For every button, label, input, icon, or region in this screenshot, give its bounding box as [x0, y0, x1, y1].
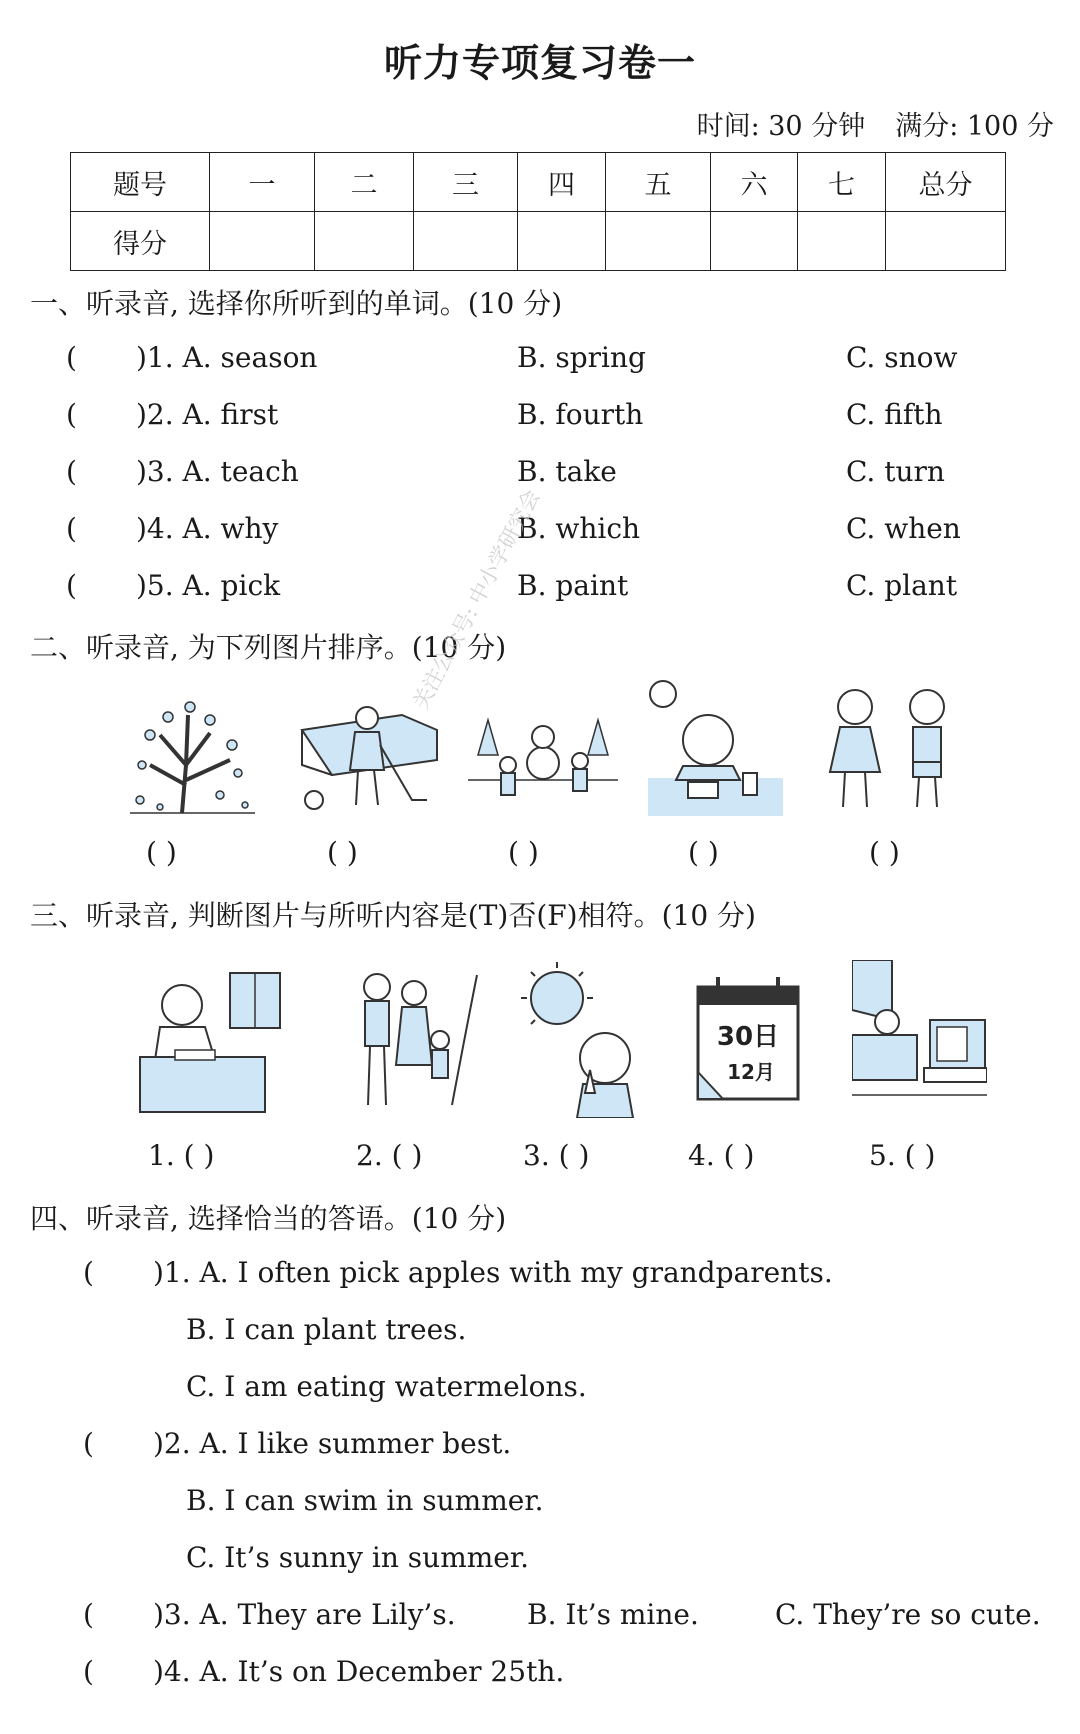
score-row-label: 得分	[71, 212, 210, 271]
s1-q1	[66, 341, 317, 374]
score-header-cell: 四	[518, 153, 606, 212]
s1-q5-option-b: B. paint	[517, 569, 629, 602]
option-a: )3. A. teach	[136, 455, 299, 488]
score-cell[interactable]	[315, 212, 414, 271]
section3-heading: 三、听录音, 判断图片与所听内容是(T)否(F)相符。(10 分)	[30, 899, 756, 932]
option-a: )5. A. pick	[136, 569, 281, 602]
time-limit: 时间: 30 分钟	[696, 111, 866, 142]
s2-blank[interactable]: ( )	[869, 836, 900, 869]
s1-q4	[66, 512, 278, 545]
s1-q2	[66, 398, 278, 431]
s4-q4	[83, 1655, 564, 1688]
calendar-day: 30日	[716, 1022, 780, 1052]
score-header-cell: 七	[798, 153, 886, 212]
boy-girl-icon	[815, 682, 975, 812]
score-header-cell: 总分	[886, 153, 1006, 212]
full-score: 满分: 100 分	[895, 111, 1054, 142]
answer-paren[interactable]: (	[66, 455, 77, 488]
s4-q2-option-c: C. It’s sunny in summer.	[186, 1541, 530, 1574]
s4-q1	[83, 1256, 833, 1289]
s2-blank[interactable]: ( )	[688, 836, 719, 869]
s4-q2	[83, 1427, 511, 1460]
s2-blank[interactable]: ( )	[327, 836, 358, 869]
kids-snowman-icon	[468, 695, 618, 815]
score-cell[interactable]	[518, 212, 606, 271]
section2-heading: 二、听录音, 为下列图片排序。(10 分)	[30, 631, 507, 664]
family-walking-icon	[332, 965, 482, 1115]
s3-blank-2[interactable]: 2. ( )	[356, 1139, 423, 1172]
answer-paren[interactable]: (	[66, 569, 77, 602]
s4-q2-option-b: B. I can swim in summer.	[186, 1484, 544, 1517]
s1-q1-option-c: C. snow	[846, 341, 958, 374]
section1-heading: 一、听录音, 选择你所听到的单词。(10 分)	[30, 287, 563, 320]
answer-paren[interactable]: (	[83, 1598, 94, 1631]
s3-blank-1[interactable]: 1. ( )	[148, 1139, 215, 1172]
s1-q3	[66, 455, 299, 488]
page-title: 听力专项复习卷一	[383, 40, 696, 85]
s1-q3-option-b: B. take	[517, 455, 617, 488]
score-header-cell: 六	[711, 153, 798, 212]
score-header-cell: 二	[315, 153, 414, 212]
option-a: )2. A. I like summer best.	[153, 1427, 512, 1460]
s4-q3-option-b: B. It’s mine.	[527, 1598, 699, 1631]
calendar-month: 12月	[727, 1060, 775, 1084]
score-cell[interactable]	[210, 212, 315, 271]
score-header-cell: 三	[414, 153, 518, 212]
girl-studying-icon	[120, 965, 285, 1115]
calendar-icon	[693, 972, 803, 1102]
score-cell[interactable]	[711, 212, 798, 271]
answer-paren[interactable]: (	[66, 398, 77, 431]
score-header-cell: 题号	[71, 153, 210, 212]
score-table-score-row	[71, 212, 1006, 271]
s1-q1-option-b: B. spring	[517, 341, 646, 374]
score-table-header-row	[71, 153, 1006, 212]
s1-q2-option-b: B. fourth	[517, 398, 644, 431]
s4-q1-option-b: B. I can plant trees.	[186, 1313, 467, 1346]
s2-blank[interactable]: ( )	[146, 836, 177, 869]
boy-sun-icecream-icon	[505, 958, 655, 1118]
girl-eating-icon	[648, 678, 783, 816]
answer-paren[interactable]: (	[66, 512, 77, 545]
s1-q5-option-c: C. plant	[846, 569, 958, 602]
s1-q4-option-b: B. which	[517, 512, 641, 545]
s4-q1-option-c: C. I am eating watermelons.	[186, 1370, 587, 1403]
score-cell[interactable]	[414, 212, 518, 271]
s4-q3	[83, 1598, 456, 1631]
s3-blank-3[interactable]: 3. ( )	[523, 1139, 590, 1172]
s4-q3-option-c: C. They’re so cute.	[775, 1598, 1041, 1631]
option-a: )1. A. season	[136, 341, 318, 374]
option-a: )4. A. It’s on December 25th.	[153, 1655, 565, 1688]
s1-q4-option-c: C. when	[846, 512, 961, 545]
boy-watching-tv-icon	[852, 960, 987, 1110]
answer-paren[interactable]: (	[83, 1427, 94, 1460]
option-a: )1. A. I often pick apples with my grandparents.	[153, 1256, 833, 1289]
s1-q5	[66, 569, 280, 602]
girl-vacuuming-icon	[292, 690, 442, 815]
score-cell[interactable]	[798, 212, 886, 271]
autumn-tree-icon	[120, 695, 260, 815]
answer-paren[interactable]: (	[83, 1655, 94, 1688]
score-header-cell: 五	[606, 153, 711, 212]
option-a: )3. A. They are Lily’s.	[153, 1598, 456, 1631]
option-a: )4. A. why	[136, 512, 279, 545]
s1-q2-option-c: C. fifth	[846, 398, 943, 431]
s1-q3-option-c: C. turn	[846, 455, 945, 488]
score-cell[interactable]	[886, 212, 1006, 271]
s2-blank[interactable]: ( )	[508, 836, 539, 869]
s3-blank-5[interactable]: 5. ( )	[869, 1139, 936, 1172]
answer-paren[interactable]: (	[66, 341, 77, 374]
score-table	[70, 152, 1006, 271]
watermark: 关注公众号: 中小学研究会	[408, 485, 545, 714]
option-a: )2. A. first	[136, 398, 279, 431]
exam-meta	[697, 104, 1054, 143]
score-cell[interactable]	[606, 212, 711, 271]
section4-heading: 四、听录音, 选择恰当的答语。(10 分)	[30, 1202, 507, 1235]
answer-paren[interactable]: (	[83, 1256, 94, 1289]
score-header-cell: 一	[210, 153, 315, 212]
s3-blank-4[interactable]: 4. ( )	[688, 1139, 755, 1172]
